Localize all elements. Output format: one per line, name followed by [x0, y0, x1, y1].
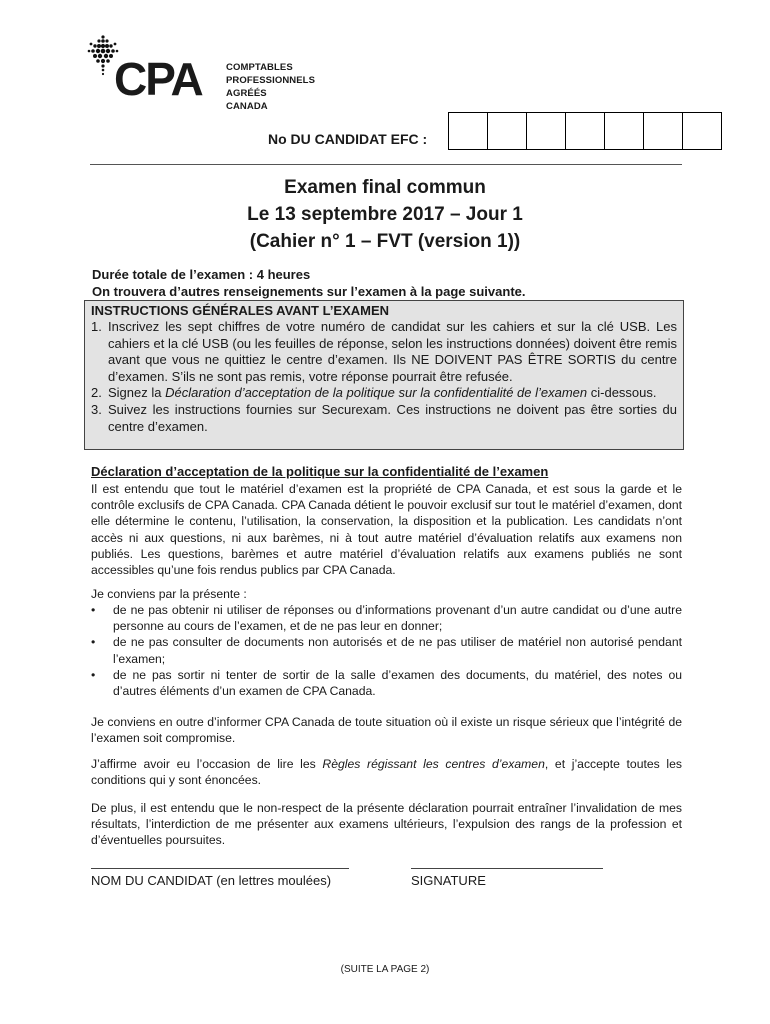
instruction-number: 1.: [91, 319, 102, 334]
candidate-number-boxes[interactable]: [448, 112, 722, 150]
digit-box[interactable]: [683, 113, 721, 149]
digit-box[interactable]: [644, 113, 683, 149]
instruction-item: [91, 385, 677, 402]
instructions-title: INSTRUCTIONS GÉNÉRALES AVANT L’EXAMEN: [91, 303, 390, 318]
instruction-text: Signez la: [108, 385, 166, 401]
cpa-logo: [86, 34, 326, 114]
agreement-list: [91, 602, 682, 699]
instruction-text: Suivez les instructions fournies sur Securexam. Ces instructions ne doivent pas être sorties du centre d’examen.: [108, 401, 677, 434]
page-continuation-note: (SUITE LA PAGE 2): [340, 964, 430, 975]
logo-line: AGRÉÉS: [226, 88, 267, 99]
inform-paragraph: Je conviens en outre d’informer CPA Canada de toute situation où il existe un risque sérieux que l’intégrité de l’examen soit compromise.: [91, 715, 682, 746]
candidate-name-line[interactable]: [91, 868, 349, 869]
exam-duration: Durée totale de l’examen : 4 heures: [92, 267, 311, 282]
instruction-text: ci-dessous.: [587, 385, 657, 401]
more-info-note: On trouvera d’autres renseignements sur l’examen à la page suivante.: [92, 284, 526, 299]
header-divider: [90, 164, 682, 165]
rules-reference: Règles régissant les centres d’examen: [322, 757, 545, 771]
instruction-number: 2.: [91, 385, 102, 401]
logo-line: CANADA: [226, 101, 268, 112]
logo-mark: CPA: [114, 53, 202, 105]
declaration-reference: Déclaration d’acceptation de la politique sur la confidentialité de l’examen: [165, 385, 588, 401]
signature-label: SIGNATURE: [411, 873, 486, 888]
instruction-item: [91, 319, 677, 385]
digit-box[interactable]: [488, 113, 527, 149]
logo-line: COMPTABLES: [226, 62, 293, 73]
instruction-number: 3.: [91, 401, 102, 417]
instruction-item: [91, 402, 677, 435]
affirm-text: J’affirme avoir eu l’occasion de lire les: [91, 757, 323, 771]
declaration-title: Déclaration d’acceptation de la politique sur la confidentialité de l’examen: [91, 464, 549, 479]
candidate-number-label: No DU CANDIDAT EFC :: [268, 131, 428, 147]
exam-date: Le 13 septembre 2017 – Jour 1: [247, 204, 523, 225]
instructions-list: [91, 319, 677, 435]
digit-box[interactable]: [566, 113, 605, 149]
agreement-item: • de ne pas sortir ni tenter de sortir de la salle d’examen des documents, du matériel, des notes ou d’autres éléments d’un examen de CPA Canada.: [91, 667, 682, 699]
consequences-paragraph: De plus, il est entendu que le non-respect de la présente déclaration pourrait entraîner l’invalidation de mes résultats, l’interdiction de me présenter aux examens ultérieurs, l’expulsion des rangs de la profession et d’éventuelles poursuites.: [91, 801, 682, 848]
agreement-item: • de ne pas obtenir ni utiliser de réponses ou d’informations provenant d’un autre candidat ou d’une autre personne au cours de l’examen, et de ne pas leur en donner;: [91, 602, 682, 634]
affirm-paragraph: [91, 756, 682, 788]
digit-box[interactable]: [605, 113, 644, 149]
digit-box[interactable]: [449, 113, 488, 149]
affirm-text: , et j’accepte toutes les conditions qui y sont énoncées.: [91, 757, 682, 788]
exam-title: Examen final commun: [284, 177, 486, 198]
instruction-text: Inscrivez les sept chiffres de votre numéro de candidat sur les cahiers et sur la clé USB. Les cahiers et la clé USB (ou les feuilles de réponse, selon les instructions données) doivent être remis avant que vous ne quittiez le centre d’examen. Ils NE DOIVENT PAS ÊTRE SORTIS du centre d’examen. S’ils ne sont pas remis, votre réponse pourrait être refusée.: [108, 319, 677, 384]
exam-booklet: (Cahier n° 1 – FVT (version 1)): [249, 231, 521, 252]
declaration-paragraph: Il est entendu que tout le matériel d’examen est la propriété de CPA Canada, et est sous la garde et le contrôle exclusifs de CPA Canada. CPA Canada détient le pouvoir exclusif sur tout le matériel d’examen, dont elle détermine le contenu, l’utilisation, la conservation, la disposition et la publication. Les candidats n’ont accès ni aux questions, ni aux barèmes, ni à tout autre matériel d’évaluation relatifs aux examens non publiés. Les questions, barèmes et autre matériel d’évaluation relatifs aux examens publiés ne sont accessibles qu’une fois rendus publics par CPA Canada.: [91, 482, 682, 578]
logo-line: PROFESSIONNELS: [226, 75, 316, 86]
agreement-intro: Je conviens par la présente :: [91, 587, 247, 601]
signature-line[interactable]: [411, 868, 603, 869]
digit-box[interactable]: [527, 113, 566, 149]
general-instructions-box: [84, 300, 684, 450]
candidate-name-label: NOM DU CANDIDAT (en lettres moulées): [91, 873, 332, 888]
agreement-item: • de ne pas consulter de documents non autorisés et de ne pas utiliser de matériel non autorisé pendant l’examen;: [91, 634, 682, 666]
